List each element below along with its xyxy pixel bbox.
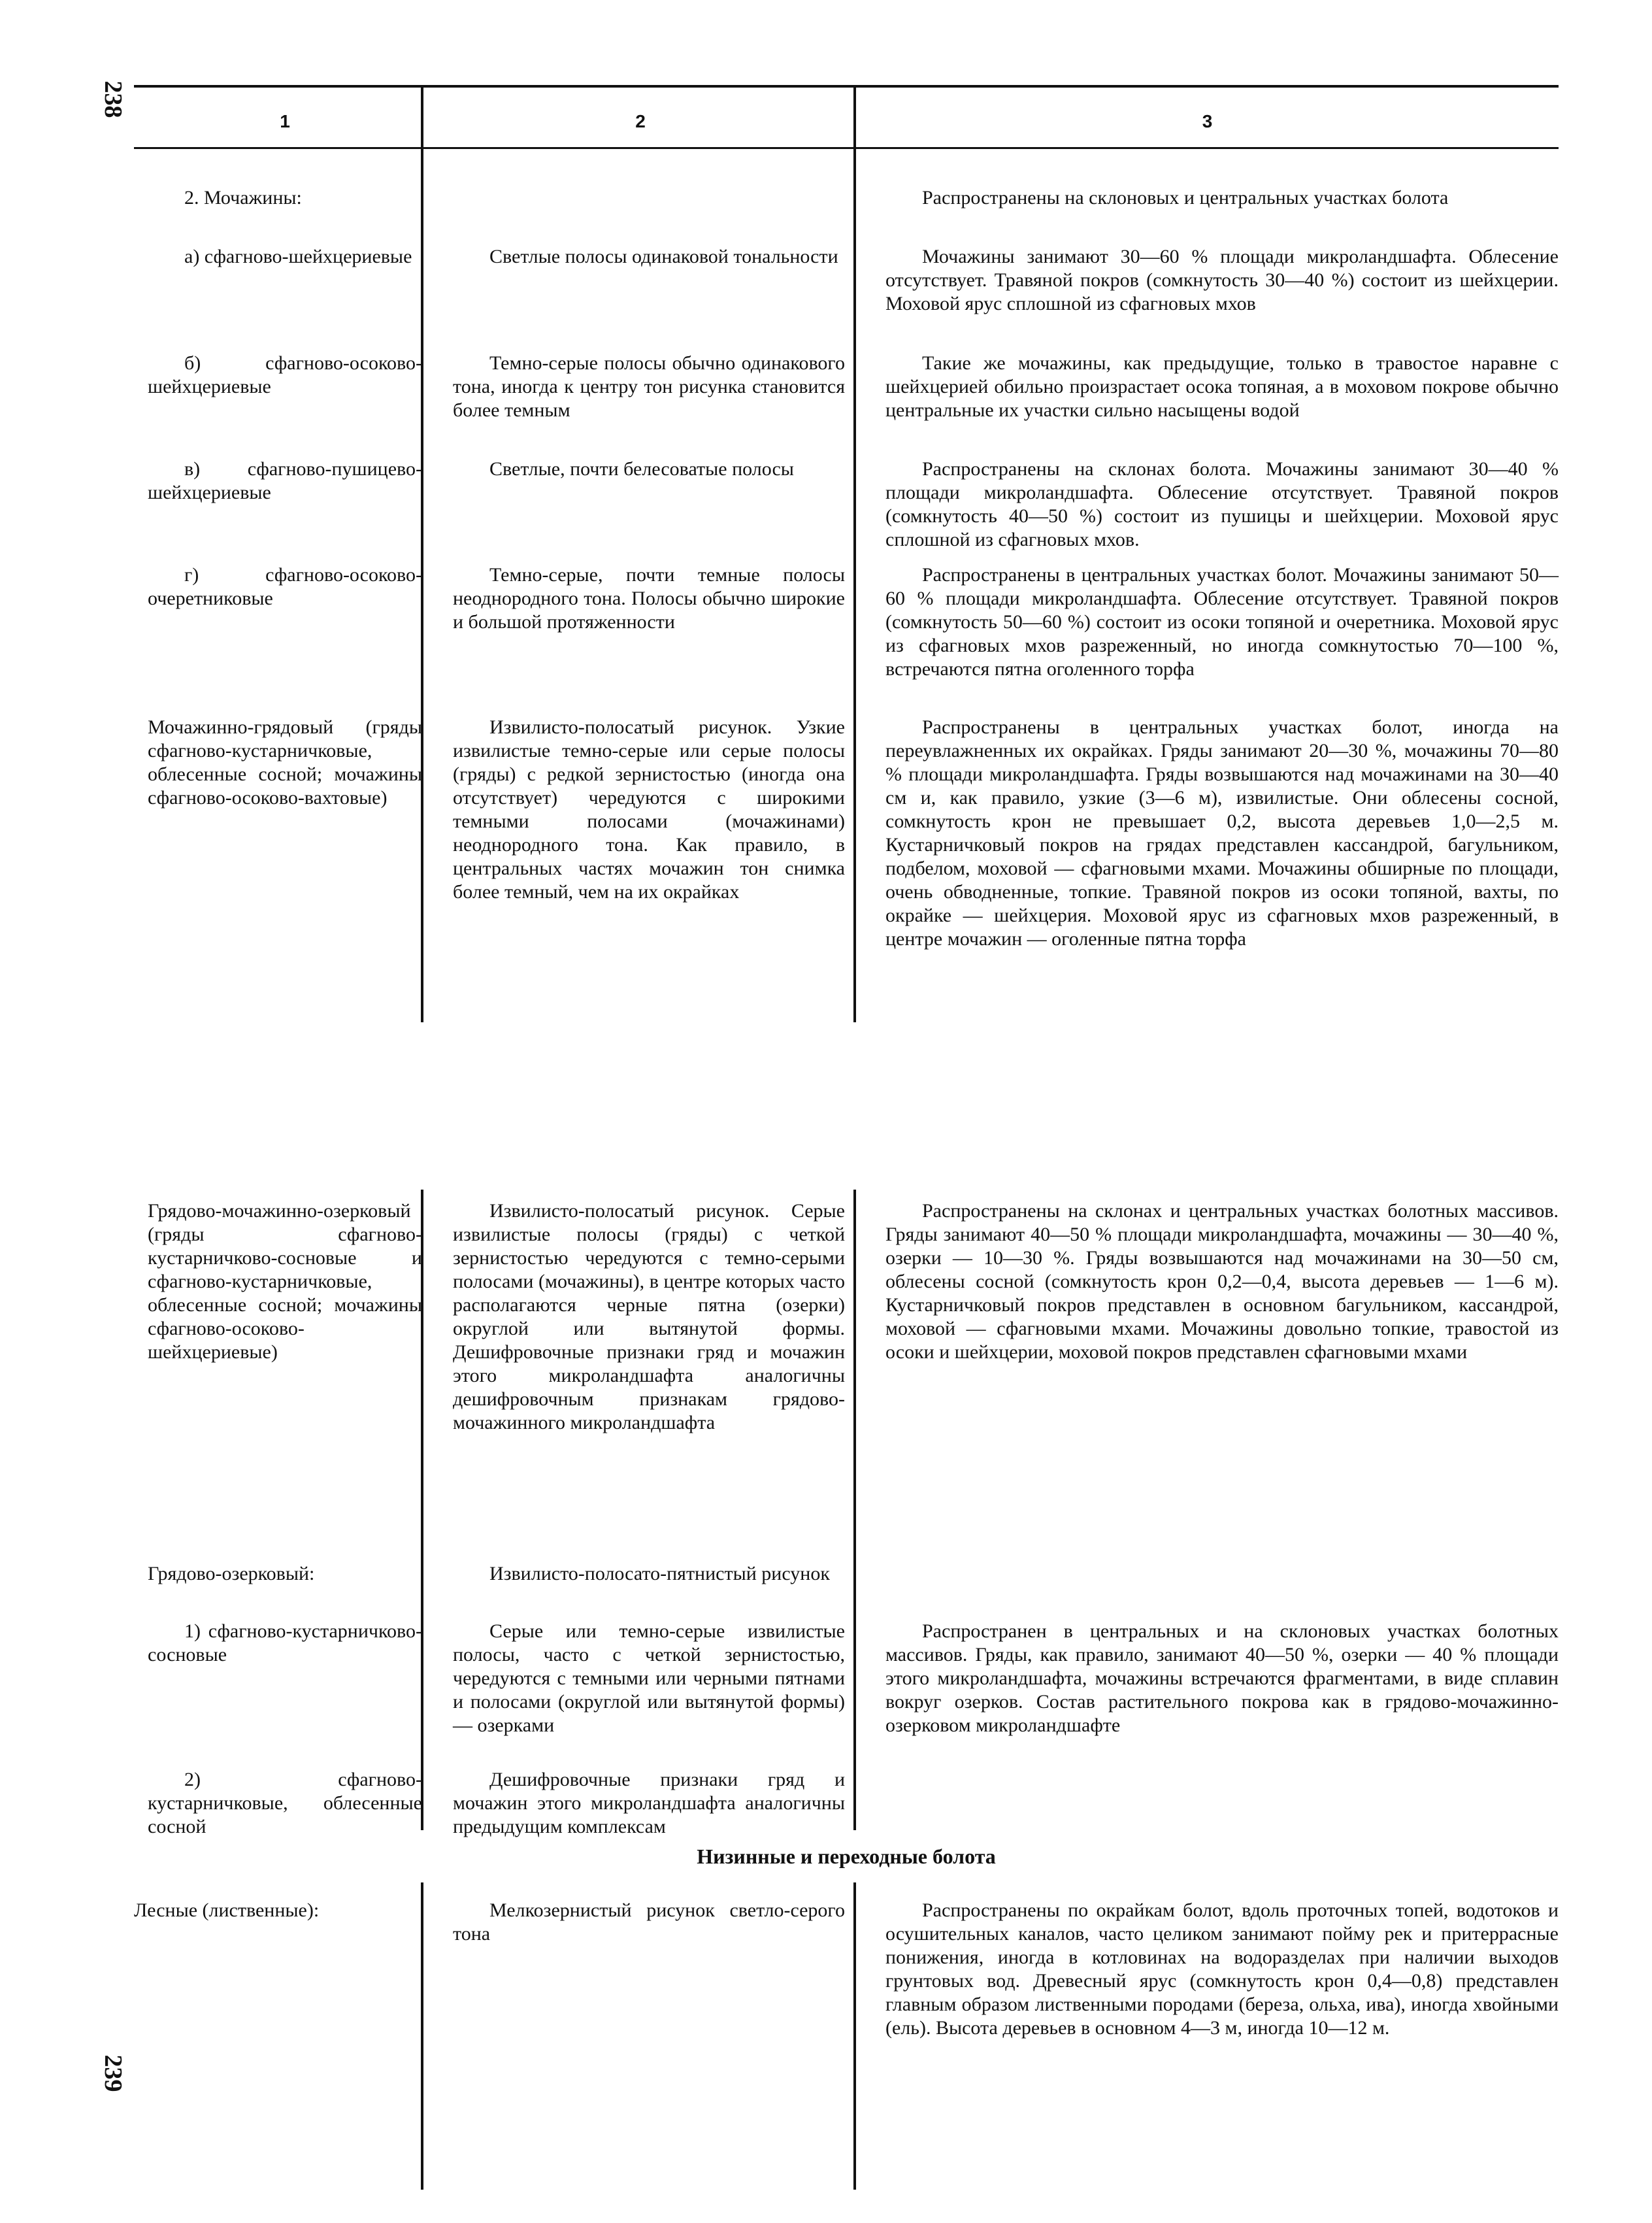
cell-col-1: а) сфагново-шейхцериевые <box>184 246 412 267</box>
header-col-1: 1 <box>280 111 290 131</box>
cell-col-2: Серые или темно-серые извилистые полосы, часто с четкой зернистостью, чередуются с темными или черными пятнами и полосами (округлой или вытянутой формы) — озерками <box>453 1620 845 1736</box>
cell-col-1: 2. Мочажины: <box>184 187 302 209</box>
cell-col-3: Такие же мочажины, как предыдущие, только в травостое наравне с шейхцерией обильно произрастает осока топяная, а в моховом покрове обычно центральные их участки сильно насыщены водой <box>885 352 1559 421</box>
table-top-rule <box>134 85 1559 88</box>
page-number-bottom: 239 <box>99 2054 127 2092</box>
cell-col-2: Темно-серые, почти темные полосы неоднородного тона. Полосы обычно широкие и большой протяженности <box>453 564 845 633</box>
table-row <box>148 186 422 210</box>
cell-col-2: Извилисто-полосато-пятнистый рисунок <box>489 1563 830 1584</box>
cell-col-3: Распространены на склонах и центральных участках болотных массивов. Гряды занимают 40—50 % площади микроландшафта, мочажины — 30—40 %, озерки — 10—30 %. Гряды возвышаются над мочажинами на 30—50 см, облесены сосной (сомкнутость крон 0,2—0,4, высота деревьев — 1—6 м). Кустарничковый покров представлен в основном багульником, кассандрой, моховой — сфагновыми мхами. Мочажины довольно топкие, травостой из осоки и шейхцерии, моховой покров представлен сфагновыми мхами <box>885 1200 1559 1363</box>
cell-col-1: б) сфагново-осоково-шейхцериевые <box>148 352 422 397</box>
column-divider <box>853 1190 856 1830</box>
column-divider <box>853 1882 856 2190</box>
cell-col-2: Дешифровочные признаки гряд и мочажин этого микроландшафта аналогичны предыдущим комплексам <box>453 1769 845 1837</box>
cell-col-3: Распространен в центральных и на склоновых участках болотных массивов. Гряды, как правило, занимают 40—50 %, озерки — 40 % площади этого микроландшафта, мочажины встречаются фрагментами, в виде сплавин вокруг озерков. Состав растительного покрова как в грядово-мочажинно-озерковом микроландшафте <box>885 1620 1559 1736</box>
cell-col-2: Светлые, почти белесоватые полосы <box>489 458 794 480</box>
cell-col-1: г) сфагново-осоково-очеретниковые <box>148 564 422 609</box>
cell-col-3: Распространены в центральных участках болот. Мочажины занимают 50—60 % площади микроландшафта. Облесение отсутствует. Травяной покров (сомкнутость 50—60 %) состоит из осоки топяной и очеретника. Моховой ярус из сфагновых мхов разреженный, но иногда сомкнутостью 70—100 %, встречаются пятна оголенного торфа <box>885 564 1559 680</box>
cell-col-3: Мочажины занимают 30—60 % площади микроландшафта. Облесение отсутствует. Травяной покров (сомкнутость 30—40 %) состоит из шейхцерии. Моховой ярус сплошной из сфагновых мхов <box>885 246 1559 314</box>
header-col-3: 3 <box>1202 111 1213 131</box>
page-number-top: 238 <box>99 80 127 118</box>
cell-col-2: Извилисто-полосатый рисунок. Серые извилистые полосы (гряды) с четкой зернистостью чередуются с темно-серыми полосами (мочажины), в центре которых часто располагаются черные пятна (озерки) округлой или вытянутой формы. Дешифровочные признаки гряд и мочажин этого микроландшафта аналогичны дешифровочным признакам грядово-мочажинного микроландшафта <box>453 1200 845 1433</box>
cell-col-1: Грядово-мочажинно-озерковый (гряды сфагново-кустарничково-сосновые и сфагново-кустарничковые, облесенные сосной; мочажины сфагново-осоково-шейхцериевые) <box>148 1200 422 1363</box>
column-divider <box>853 88 856 1022</box>
cell-col-1: 2) сфагново-кустарничковые, облесенные сосной <box>148 1769 422 1837</box>
table-row <box>885 186 1559 210</box>
column-divider <box>421 1882 423 2190</box>
cell-col-3: Распространены в центральных участках болот, иногда на переувлажненных их окрайках. Гряды занимают 20—30 %, мочажины 70—80 % площади микроландшафта. Гряды возвышаются над мочажинами на 30—40 см и, как правило, узкие (3—6 м), извилистые. Они облесены сосной, сомкнутость крон не превышает 0,2, высота деревьев 1,0—2,5 м. Кустарничковый покров на грядах представлен кассандрой, багульником, подбелом, моховой — сфагновыми мхами. Мочажины обширные по площади, очень обводненные, топкие. Травяной покров из осоки топяной, вахты, по окрайке — шейхцерия. Моховой ярус из сфагновых мхов разреженный, в центре мочажин — оголенные пятна торфа <box>885 716 1559 950</box>
cell-col-2: Светлые полосы одинаковой тональности <box>489 246 838 267</box>
cell-col-3: Распространены на склонах болота. Мочажины занимают 30—40 % площади микроландшафта. Облесение отсутствует. Травяной покров (сомкнутость 40—50 %) состоит из пушицы и шейхцерии. Моховой ярус сплошной из сфагновых мхов. <box>885 458 1559 550</box>
cell-col-2: Темно-серые полосы обычно одинакового тона, иногда к центру тон рисунка становится более темным <box>453 352 845 421</box>
header-col-2: 2 <box>635 111 646 131</box>
cell-col-1: 1) сфагново-кустарничково-сосновые <box>148 1620 422 1665</box>
section-title: Низинные и переходные болота <box>697 1845 996 1868</box>
cell-col-1: в) сфагново-пушицево-шейхцериевые <box>148 458 422 503</box>
table-header-rule <box>134 147 1559 149</box>
cell-col-2: Мелкозернистый рисунок светло-серого тона <box>453 1899 845 1945</box>
column-divider <box>421 88 423 1022</box>
cell-col-1: Лесные (лиственные): <box>134 1899 320 1921</box>
cell-col-3: Распространены по окрайкам болот, вдоль проточных топей, водотоков и осушительных каналов, часто целиком занимают пойму рек и притеррасные понижения, иногда в котловинах на водоразделах при наличии выходов грунтовых вод. Древесный ярус (сомкнутость крон 0,4—0,8) представлен главным образом лиственными породами (береза, ольха, ива), иногда хвойными (ель). Высота деревьев в основном 4—3 м, иногда 10—12 м. <box>885 1899 1559 2039</box>
cell-col-2: Извилисто-полосатый рисунок. Узкие извилистые темно-серые или серые полосы (гряды) с редкой зернистостью (иногда она отсутствует) чередуются с широкими темными полосами (мочажинами) неоднородного тона. Как правило, в центральных частях мочажин тон снимка более темный, чем на их окрайках <box>453 716 845 903</box>
cell-col-1: Мочажинно-грядовый (гряды сфагново-кустарничковые, облесенные сосной; мочажины сфагново-осоково-вахтовые) <box>148 716 422 809</box>
cell-col-1: Грядово-озерковый: <box>148 1563 315 1584</box>
cell-col-3: Распространены на склоновых и центральных участках болота <box>922 187 1449 209</box>
